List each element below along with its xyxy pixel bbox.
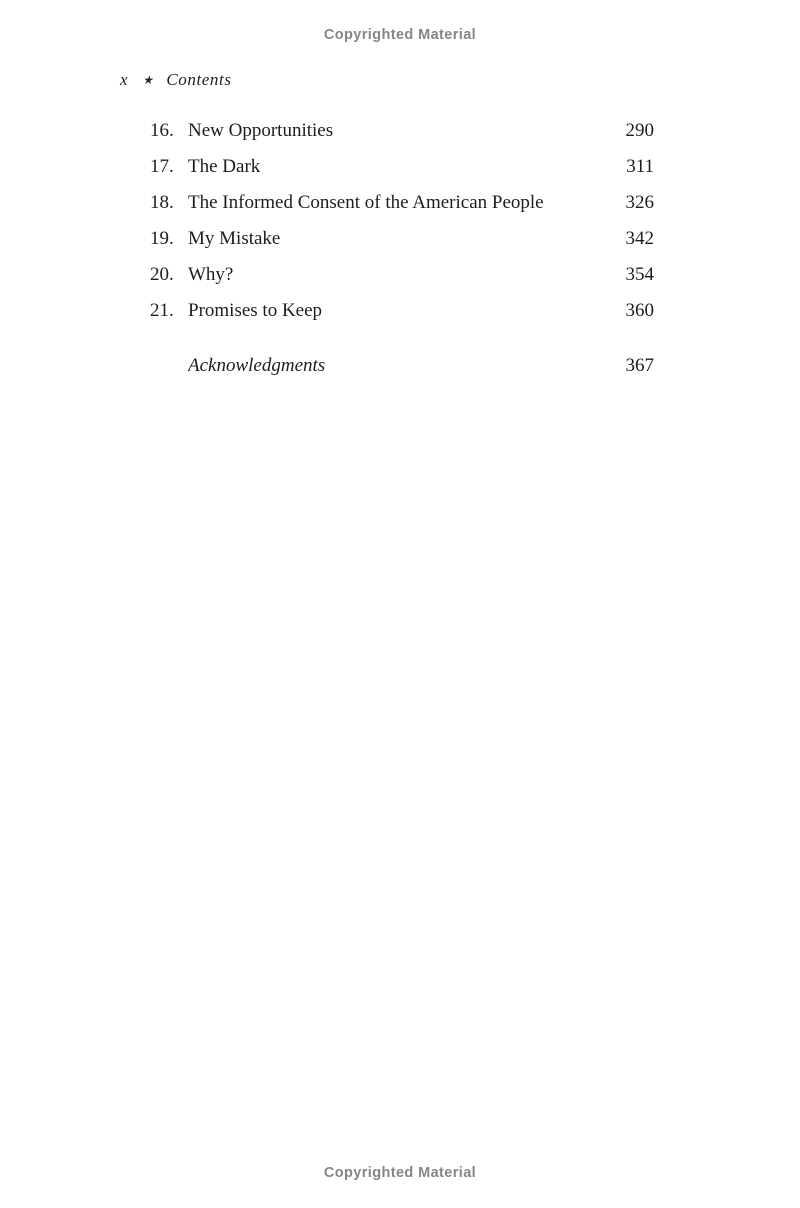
toc-entry bbox=[150, 113, 654, 149]
chapter-number: 16. bbox=[150, 120, 174, 141]
chapter-title: The Informed Consent of the American People bbox=[188, 192, 544, 213]
star-icon: ★ bbox=[141, 73, 156, 87]
chapter-title: Promises to Keep bbox=[188, 300, 323, 321]
toc-entry bbox=[150, 149, 654, 185]
chapter-page: 326 bbox=[625, 192, 654, 213]
chapter-number: 21. bbox=[150, 300, 174, 321]
toc-entry bbox=[150, 221, 654, 257]
chapter-page: 311 bbox=[626, 156, 654, 177]
backmatter-title: Acknowledgments bbox=[188, 355, 326, 376]
contents-title: Contents bbox=[166, 70, 232, 89]
chapter-page: 290 bbox=[625, 120, 654, 141]
backmatter-page: 367 bbox=[625, 355, 654, 376]
toc-backmatter-entry bbox=[150, 348, 654, 384]
toc-entry bbox=[150, 293, 654, 329]
chapter-title: New Opportunities bbox=[188, 120, 334, 141]
chapter-number: 19. bbox=[150, 228, 174, 249]
running-head bbox=[120, 70, 232, 90]
copyright-banner-top: Copyrighted Material bbox=[323, 27, 477, 43]
toc-entry bbox=[150, 185, 654, 221]
chapter-number: 17. bbox=[150, 156, 174, 177]
copyright-banner-bottom: Copyrighted Material bbox=[323, 1165, 477, 1181]
chapter-title: The Dark bbox=[188, 156, 261, 177]
table-of-contents bbox=[150, 113, 654, 384]
chapter-page: 342 bbox=[625, 228, 654, 249]
chapter-page: 360 bbox=[625, 300, 654, 321]
chapter-title: My Mistake bbox=[188, 228, 281, 249]
chapter-page: 354 bbox=[625, 264, 654, 285]
chapter-number: 18. bbox=[150, 192, 174, 213]
chapter-title: Why? bbox=[188, 264, 234, 285]
chapter-number: 20. bbox=[150, 264, 174, 285]
toc-entry bbox=[150, 257, 654, 293]
page-folio: x bbox=[120, 70, 128, 89]
